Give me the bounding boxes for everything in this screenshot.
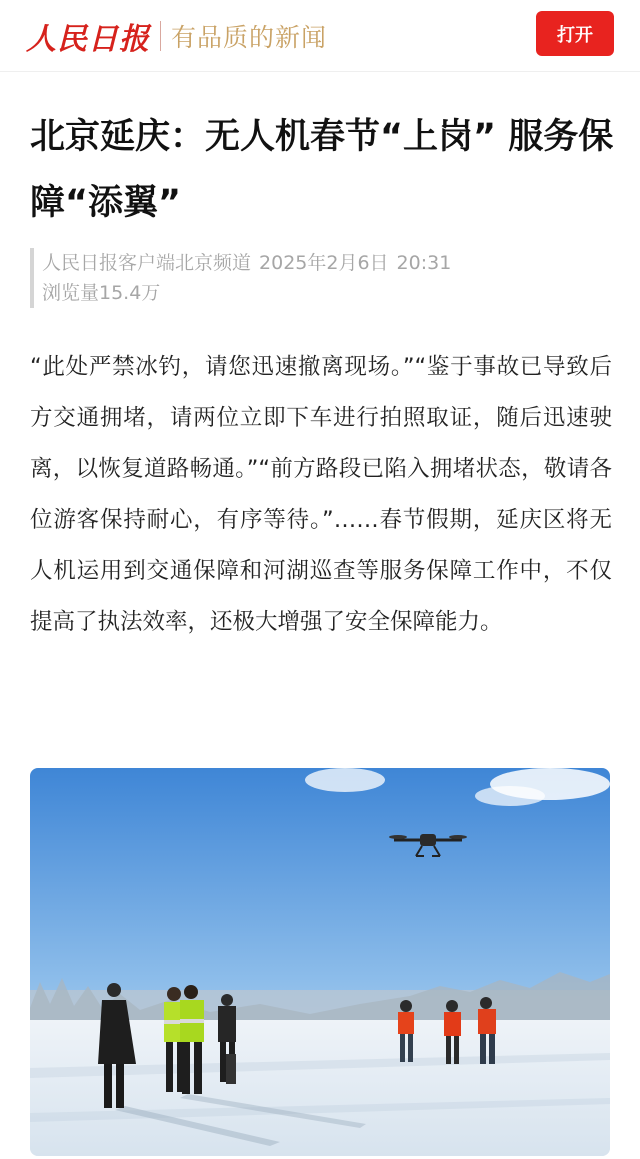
open-app-button[interactable]: 打开 — [536, 11, 614, 56]
drone-on-ice-photo — [30, 768, 610, 1156]
people-daily-logo[interactable]: 人民日报 — [26, 21, 150, 57]
meta-row — [42, 248, 620, 278]
article-date: 2025年2月6日 — [259, 252, 389, 274]
article-meta — [30, 248, 620, 308]
article-source[interactable]: 人民日报客户端北京频道 — [42, 252, 252, 274]
person-controller — [218, 994, 236, 1084]
article-photo[interactable] — [30, 768, 610, 1156]
article-title: 北京延庆：无人机春节“上岗” 服务保障“添翼” — [30, 117, 614, 223]
article-time: 20:31 — [396, 252, 452, 274]
header-slogan: 有品质的新闻 — [171, 22, 328, 52]
logo-divider — [160, 21, 161, 51]
app-header — [0, 0, 640, 72]
article-paragraph: “此处严禁冰钓，请您迅速撤离现场。”“鉴于事故已导致后方交通拥堵，请两位立即下车进行拍照取证，随后迅速驶离，以恢复道路畅通。”“前方路段已陷入拥堵状态，敬请各位游客保持耐心，有序等待。”……春节假期，延庆区将无人机运用到交通保障和河湖巡查等服务保障工作中，不仅提高了执法效率，还极大增强了安全保障能力。 — [30, 354, 612, 635]
view-count: 浏览量15.4万 — [42, 282, 161, 304]
